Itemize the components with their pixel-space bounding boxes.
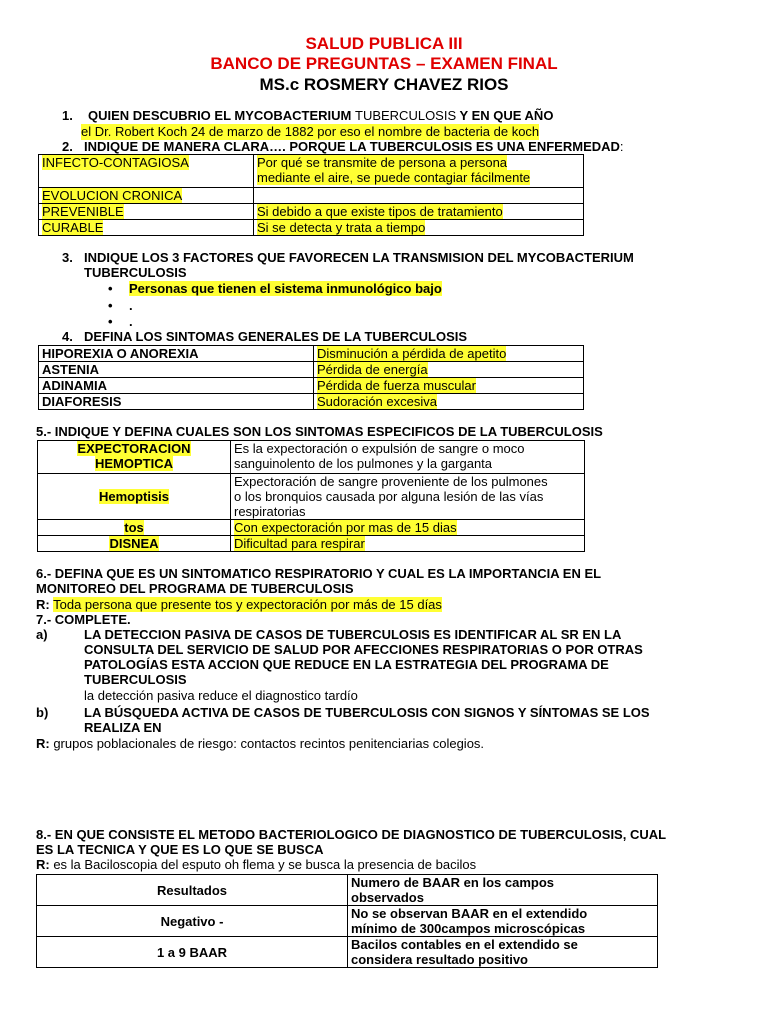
- q1-number: 1.: [62, 108, 73, 123]
- q1-question: [88, 108, 553, 124]
- table-cell: Disminución a pérdida de apetito: [314, 346, 584, 362]
- q6-answer-line: [36, 597, 442, 613]
- list-item: • .: [129, 314, 133, 330]
- table-cell: DISNEA: [38, 536, 231, 552]
- list-item: • .: [129, 298, 133, 314]
- q6-question-line1: 6.- DEFINA QUE ES UN SINTOMATICO RESPIRATORIO Y CUAL ES LA IMPORTANCIA EN EL: [36, 566, 602, 581]
- q7-b-answer: grupos poblacionales de riesgo: contactos recintos penitenciarias colegios.: [49, 736, 485, 751]
- table-cell: Hemoptisis: [38, 474, 231, 520]
- table-cell: Resultados: [37, 875, 348, 906]
- table-row: [38, 536, 585, 552]
- table-row: [37, 937, 658, 968]
- q8-question-line1: 8.- EN QUE CONSISTE EL METODO BACTERIOLOGICO DE DIAGNOSTICO DE TUBERCULOSIS, CUAL: [36, 827, 667, 842]
- table-row: [37, 875, 658, 906]
- q7-b-answer-line: [36, 736, 484, 752]
- table-row: [39, 220, 584, 236]
- q1-text-b: TUBERCULOSIS: [355, 108, 457, 123]
- table-row: [38, 474, 585, 520]
- q7-a-line3: PATOLOGÍAS ESTA ACCION QUE REDUCE EN LA ESTRATEGIA DEL PROGRAMA DE: [84, 657, 609, 672]
- table-cell: DIAFORESIS: [39, 394, 314, 410]
- table-cell: Con expectoración por mas de 15 dias: [231, 520, 585, 536]
- table-cell: Pérdida de fuerza muscular: [314, 378, 584, 394]
- table-cell: Bacilos contables en el extendido se considera resultado positivo: [348, 937, 658, 968]
- answer-label: R:: [36, 597, 50, 612]
- table-row: [37, 906, 658, 937]
- q5-table: [37, 440, 585, 552]
- table-cell: PREVENIBLE: [39, 204, 254, 220]
- q4-question: DEFINA LOS SINTOMAS GENERALES DE LA TUBERCULOSIS: [84, 329, 468, 344]
- list-item: • Personas que tienen el sistema inmunológico bajo: [129, 281, 442, 297]
- q8-answer: es la Baciloscopia del esputo oh flema y se busca la presencia de bacilos: [49, 857, 477, 872]
- q1-answer: el Dr. Robert Koch 24 de marzo de 1882 por eso el nombre de bacteria de koch: [81, 124, 540, 139]
- q7-a-line1: LA DETECCION PASIVA DE CASOS DE TUBERCULOSIS ES IDENTIFICAR AL SR EN LA: [84, 627, 622, 642]
- q2-question: [84, 139, 624, 155]
- q1-text-c: Y EN QUE AÑO: [456, 108, 554, 123]
- table-row: [39, 155, 584, 188]
- table-cell: 1 a 9 BAAR: [37, 937, 348, 968]
- table-row: [39, 394, 584, 410]
- q5-question: 5.- INDIQUE Y DEFINA CUALES SON LOS SINTOMAS ESPECIFICOS DE LA TUBERCULOSIS: [36, 424, 603, 439]
- q4-number: 4.: [62, 329, 73, 344]
- q7-a-line2: CONSULTA DEL SERVICIO DE SALUD POR AFECCIONES RESPIRATORIAS O POR OTRAS: [84, 642, 643, 657]
- q8-table: [36, 874, 658, 968]
- table-cell: Negativo -: [37, 906, 348, 937]
- q8-answer-line: [36, 857, 476, 873]
- table-cell: Dificultad para respirar: [231, 536, 585, 552]
- table-cell: Si debido a que existe tipos de tratamiento: [254, 204, 584, 220]
- page-title: SALUD PUBLICA III: [305, 34, 463, 53]
- table-cell: Por qué se transmite de persona a persona mediante el aire, se puede contagiar fácilmente: [254, 155, 584, 188]
- q7-a-line4: TUBERCULOSIS: [84, 672, 187, 687]
- q7-title: 7.- COMPLETE.: [36, 612, 131, 627]
- table-row: [39, 204, 584, 220]
- table-cell: Numero de BAAR en los campos observados: [348, 875, 658, 906]
- table-cell: ASTENIA: [39, 362, 314, 378]
- q3-question-line1: INDIQUE LOS 3 FACTORES QUE FAVORECEN LA TRANSMISION DEL MYCOBACTERIUM: [84, 250, 634, 265]
- page-subtitle: BANCO DE PREGUNTAS – EXAMEN FINAL: [210, 54, 558, 73]
- q7-a-answer: la detección pasiva reduce el diagnostico tardío: [84, 688, 358, 703]
- q1-text-a: QUIEN DESCUBRIO EL MYCOBACTERIUM: [88, 108, 355, 123]
- table-row: [39, 378, 584, 394]
- q3-number: 3.: [62, 250, 73, 265]
- table-cell: EXPECTORACION HEMOPTICA: [38, 441, 231, 474]
- table-cell: [254, 188, 584, 204]
- table-cell: ADINAMIA: [39, 378, 314, 394]
- answer-label: R:: [36, 736, 50, 751]
- q6-answer: Toda persona que presente tos y expectoración por más de 15 días: [53, 597, 442, 612]
- table-cell: Pérdida de energía: [314, 362, 584, 378]
- table-cell: EVOLUCION CRONICA: [39, 188, 254, 204]
- q7-b-line2: REALIZA EN: [84, 720, 162, 735]
- table-row: [39, 346, 584, 362]
- table-row: [39, 188, 584, 204]
- q8-question-line2: ES LA TECNICA Y QUE ES LO QUE SE BUSCA: [36, 842, 324, 857]
- q7-b-label: b): [36, 705, 49, 720]
- table-row: [38, 441, 585, 474]
- q7-a-label: a): [36, 627, 48, 642]
- q2-table: [38, 154, 584, 236]
- table-row: [39, 362, 584, 378]
- table-cell: Sudoración excesiva: [314, 394, 584, 410]
- table-cell: INFECTO-CONTAGIOSA: [39, 155, 254, 188]
- table-row: [38, 520, 585, 536]
- q3-question-line2: TUBERCULOSIS: [84, 265, 187, 280]
- q7-b-line1: LA BÚSQUEDA ACTIVA DE CASOS DE TUBERCULOSIS CON SIGNOS Y SÍNTOMAS SE LOS: [84, 705, 650, 720]
- author-name: MS.c ROSMERY CHAVEZ RIOS: [259, 75, 509, 94]
- q2-number: 2.: [62, 139, 73, 154]
- table-cell: CURABLE: [39, 220, 254, 236]
- table-cell: No se observan BAAR en el extendido mínimo de 300campos microscópicas: [348, 906, 658, 937]
- q2-text-b: :: [619, 139, 624, 154]
- answer-label: R:: [36, 857, 50, 872]
- q6-question-line2: MONITOREO DEL PROGRAMA DE TUBERCULOSIS: [36, 581, 354, 596]
- q2-text-a: INDIQUE DE MANERA CLARA…. PORQUE LA TUBERCULOSIS ES UNA ENFERMEDAD: [84, 139, 620, 154]
- table-cell: Expectoración de sangre proveniente de los pulmones o los bronquios causada por alguna lesión de las vías respiratorias: [231, 474, 585, 520]
- table-cell: Si se detecta y trata a tiempo: [254, 220, 584, 236]
- table-cell: tos: [38, 520, 231, 536]
- q4-table: [38, 345, 584, 410]
- table-cell: Es la expectoración o expulsión de sangre o moco sanguinolento de los pulmones y la garganta: [231, 441, 585, 474]
- table-cell: HIPOREXIA O ANOREXIA: [39, 346, 314, 362]
